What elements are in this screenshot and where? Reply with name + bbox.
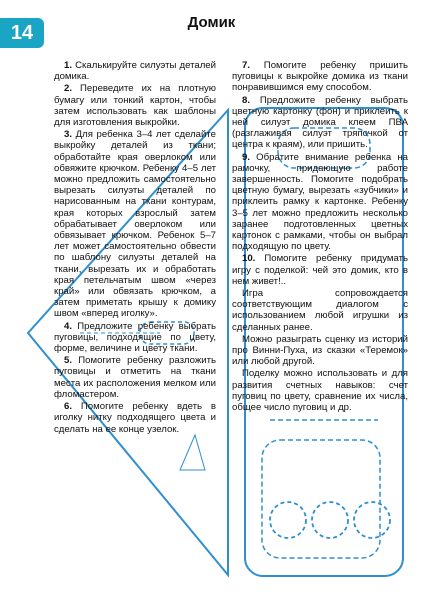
instruction-paragraph-counting: Поделку можно использовать и для развития счетных навыков: счет пуговиц по цвету, сравнение их числа, общее число пуговиц и др. bbox=[232, 368, 408, 414]
instruction-step-4: 4. Предложите ребенку выбрать пуговицы, подходящие по цвету, форме, величине и цвету ткани. bbox=[54, 320, 216, 355]
page-number-badge: 14 bbox=[0, 18, 44, 48]
instruction-step-3: 3. Для ребенка 3–4 лет сделайте выкройку деталей из ткани; обработайте края оверлоком или обвяжите крючком. Ребенку 4–5 лет можно предложить самостоятельно вырезать силуэты деталей по нарисованным на ткани контурам, края которых взрослый затем обрабатывает оверлоком или обвязывает крючком. Ребенок 5–7 лет может самостоятельно обвести по шаблону силуэты деталей на ткани, вырезать их и обработать края петельчатым швом «через край» или обвязать крючком, а затем приметать крышу к домику швом «вперед иголку». bbox=[54, 129, 216, 320]
instructions-right-column bbox=[232, 60, 408, 414]
button-circle-1 bbox=[270, 502, 306, 538]
instruction-paragraph-game: Игра сопровождается соответствующим диалогом с использованием любой игрушки из сделанных ранее. bbox=[232, 288, 408, 333]
instruction-step-2: 2. Переведите их на плотную бумагу или тонкий картон, чтобы затем использовать как шаблоны для изготовления выкройки. bbox=[54, 83, 217, 129]
instruction-step-10: 10. Помогите ребенку придумать игру с поделкой: чей это домик, кто в нем живет!.. bbox=[232, 253, 408, 287]
instruction-step-5: 5. Помогите ребенку разложить пуговицы и отметить на ткани места их расположения мелком или фломастером. bbox=[54, 355, 216, 400]
instruction-step-7: 7. Помогите ребенку пришить пуговицы к выкройке домика из ткани понравившимся ему способом. bbox=[232, 60, 409, 94]
instruction-step-8: 8. Предложите ребенку выбрать цветную картонку (фон) и приклеить к ней силуэт домика клеем ПВА (разглаживая силуэт тряпочкой от центра к краям), или пришить. bbox=[232, 94, 408, 151]
button-circle-3 bbox=[354, 502, 390, 538]
instruction-step-6: 6. Помогите ребенку вдеть в иголку нитку подходящего цвета и сделать на ее конце узелок. bbox=[54, 401, 216, 435]
page-title: Домик bbox=[187, 14, 236, 31]
instruction-step-9: 9. Обратите внимание ребенка на рамочку, придающую работе завершенность. Помогите подобрать цветную бумагу, вырезать «зубчики» и приклеить рамку к картонке. Ребенку 3–5 лет можно предложить несколько заранее подготовленных цветных картонок с рамками, чтобы он выбрал подходящую по цвету. bbox=[232, 151, 408, 253]
instruction-step-1: 1. Скалькируйте силуэты деталей домика. bbox=[54, 60, 217, 83]
instruction-paragraph-scene: Можно разыграть сценку из историй про Винни-Пуха, из сказки «Теремок» или любой другой. bbox=[232, 333, 408, 368]
roof-inner-outline bbox=[180, 435, 205, 470]
house-dashed-door bbox=[262, 440, 380, 558]
button-circle-2 bbox=[312, 502, 348, 538]
instructions-left-column bbox=[54, 60, 216, 436]
